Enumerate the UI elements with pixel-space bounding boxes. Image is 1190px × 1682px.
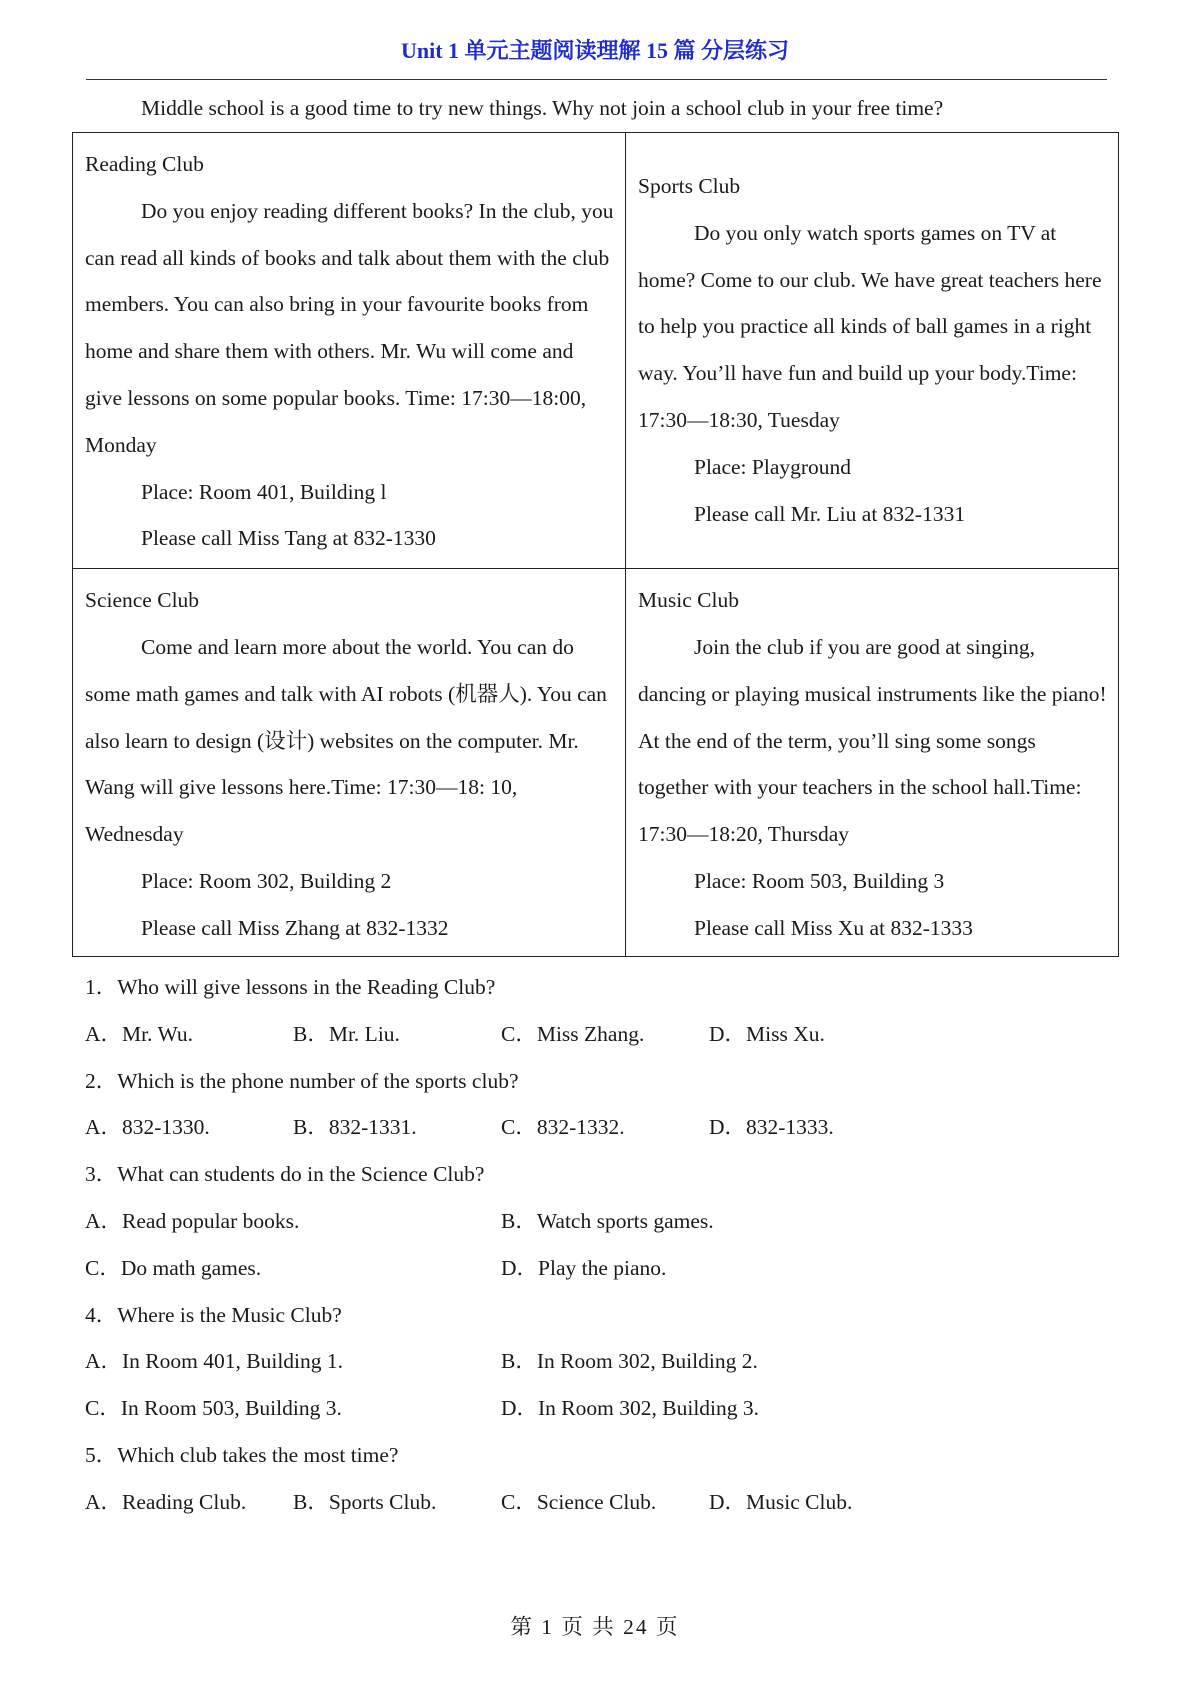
club-description: Do you only watch sports games on TV at home? Come to our club. We have great teachers here to help you practice all kinds of ball games in a right way. You’ll have fun and build up your body.Time: 17:30—18:30, Tuesday: [638, 220, 1102, 432]
club-name: Sports Club: [638, 174, 741, 198]
question-options: [85, 1479, 917, 1526]
clubs-row-bottom: [73, 569, 1119, 956]
question-stem: 3．What can students do in the Science Club?: [85, 1162, 485, 1187]
question-options: [85, 1011, 917, 1058]
option-d: D．Miss Xu.: [709, 1021, 825, 1046]
club-cell-music: [626, 569, 1119, 956]
club-place: Place: Room 302, Building 2: [141, 868, 392, 893]
option-c: C．Do math games.: [85, 1255, 262, 1280]
club-description: Do you enjoy reading different books? In the club, you can read all kinds of books and talk about them with the club members. You can also bring in your favourite books from home and share them with others. Mr. Wu will come and give lessons on some popular books. Time: 17:30—18:00, Monday: [85, 198, 614, 457]
option-b: B．Sports Club.: [293, 1489, 437, 1514]
question-options: [85, 1385, 917, 1432]
document-header-title: Unit 1 单元主题阅读理解 15 篇 分层练习: [400, 38, 790, 63]
clubs-table: [72, 132, 1119, 957]
option-b: B．Watch sports games.: [501, 1208, 714, 1233]
club-contact: Please call Miss Zhang at 832-1332: [141, 915, 449, 940]
option-a: A．832-1330.: [85, 1115, 210, 1140]
header-divider: [86, 79, 1107, 80]
option-d: D．In Room 302, Building 3.: [501, 1396, 760, 1421]
option-c: C．In Room 503, Building 3.: [85, 1396, 342, 1421]
option-d: D．Play the piano.: [501, 1255, 667, 1280]
question-stem: 2．Which is the phone number of the sports club?: [85, 1068, 519, 1093]
club-contact: Please call Mr. Liu at 832-1331: [694, 501, 966, 526]
question-stem: 5．Which club takes the most time?: [85, 1442, 399, 1467]
question-options: [85, 1338, 917, 1385]
question-stem: 4．Where is the Music Club?: [85, 1302, 342, 1327]
question-stem: 1．Who will give lessons in the Reading Club?: [85, 975, 496, 999]
club-cell-reading: [73, 133, 626, 569]
club-place: Place: Room 401, Building l: [141, 479, 387, 504]
club-name: Music Club: [638, 588, 739, 613]
question-options: [85, 1245, 917, 1292]
club-contact: Please call Miss Xu at 832-1333: [694, 915, 973, 940]
question-options: [85, 1104, 917, 1151]
option-c: C．Miss Zhang.: [501, 1021, 645, 1046]
intro-sentence: Middle school is a good time to try new things. Why not join a school club in your free time?: [141, 96, 944, 120]
club-name: Reading Club: [85, 152, 204, 176]
question-options: [85, 1198, 917, 1245]
club-description: Come and learn more about the world. You can do some math games and talk with AI robots (机器人). You can also learn to design (设计) websites on the computer. Mr. Wang will give lessons here.Time: 17:30—18: 10, Wednesday: [85, 634, 607, 847]
option-b: B．In Room 302, Building 2.: [501, 1349, 758, 1374]
club-name: Science Club: [85, 588, 200, 613]
club-place: Place: Room 503, Building 3: [694, 868, 945, 893]
option-b: B．832-1331.: [293, 1115, 417, 1140]
club-contact: Please call Miss Tang at 832-1330: [141, 526, 436, 551]
club-place: Place: Playground: [694, 454, 852, 479]
clubs-row-top: [73, 133, 1119, 569]
questions-section: [85, 964, 917, 1526]
option-a: A．Mr. Wu.: [85, 1021, 194, 1046]
option-a: A．Read popular books.: [85, 1208, 300, 1233]
option-c: C．832-1332.: [501, 1115, 625, 1140]
option-d: D．Music Club.: [709, 1489, 853, 1514]
option-c: C．Science Club.: [501, 1489, 657, 1514]
club-description: Join the club if you are good at singing, dancing or playing musical instruments like the piano! At the end of the term, you’ll sing some songs together with your teachers in the school hall.Time: 17:30—18:20, Thursday: [638, 634, 1107, 847]
club-cell-science: [73, 569, 626, 956]
option-a: A．In Room 401, Building 1.: [85, 1349, 344, 1374]
option-b: B．Mr. Liu.: [293, 1021, 400, 1046]
option-d: D．832-1333.: [709, 1115, 834, 1140]
option-a: A．Reading Club.: [85, 1489, 247, 1514]
club-cell-sports: [626, 133, 1119, 569]
page-number: 第 1 页 共 24 页: [510, 1615, 680, 1639]
